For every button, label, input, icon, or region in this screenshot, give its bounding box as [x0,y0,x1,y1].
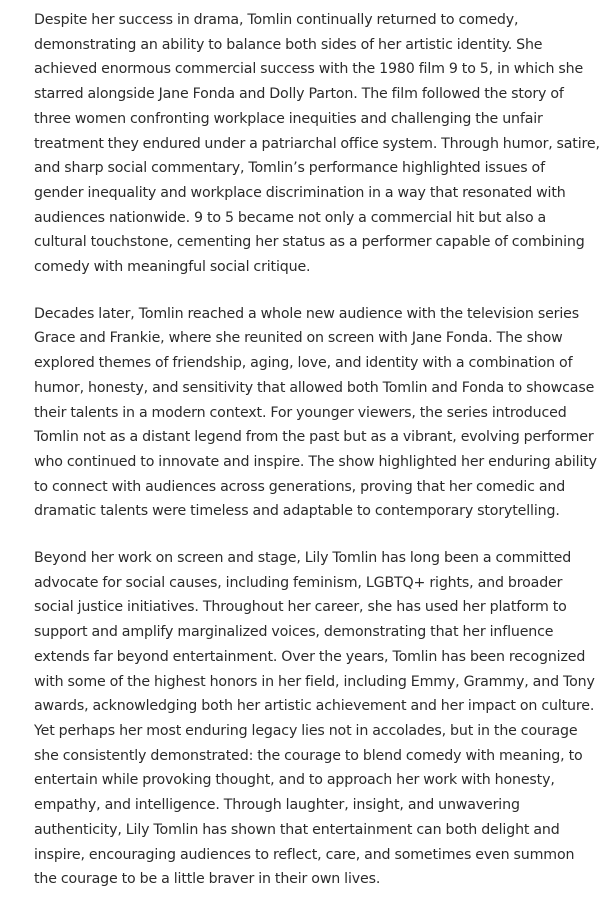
text-line: who continued to innovate and inspire. The show highlighted her enduring ability [34,453,597,470]
article-body [34,8,600,914]
text-line: Despite her success in drama, Tomlin continually returned to comedy, [34,12,519,28]
text-line: with some of the highest honors in her field, including Emmy, Grammy, and Tony [34,673,595,690]
text-line: advocate for social causes, including feminism, LGBTQ+ rights, and broader [34,574,563,591]
paragraph-advocacy-legacy [34,546,594,892]
text-line: dramatic talents were timeless and adaptable to contemporary storytelling. [34,503,560,520]
text-line: audiences nationwide. 9 to 5 became not only a commercial hit but also a [34,209,547,226]
text-line: entertain while provoking thought, and to approach her work with honesty, [34,772,555,789]
text-line: three women confronting workplace inequities and challenging the unfair [34,110,543,127]
text-line: achieved enormous commercial success with the 1980 film 9 to 5, in which she [34,61,584,78]
text-line: their talents in a modern context. For younger viewers, the series introduced [34,404,567,421]
text-line: Decades later, Tomlin reached a whole new audience with the television series [34,305,579,322]
text-line: explored themes of friendship, aging, love, and identity with a combination of [34,355,573,372]
text-line: support and amplify marginalized voices, demonstrating that her influence [34,624,554,641]
text-line: inspire, encouraging audiences to reflect, care, and sometimes even summon [34,846,575,863]
text-line: authenticity, Lily Tomlin has shown that entertainment can both delight and [34,821,560,838]
text-line: extends far beyond entertainment. Over the years, Tomlin has been recognized [34,648,586,665]
text-line: cultural touchstone, cementing her status as a performer capable of combining [34,234,585,251]
text-line: social justice initiatives. Throughout her career, she has used her platform to [34,599,567,616]
text-line: empathy, and intelligence. Through laughter, insight, and unwavering [34,797,520,814]
text-line: Tomlin not as a distant legend from the past but as a vibrant, evolving performer [34,429,594,446]
text-line: she consistently demonstrated: the courage to blend comedy with meaning, to [34,747,583,764]
text-line: Grace and Frankie, where she reunited on screen with Jane Fonda. The show [34,330,563,347]
text-line: gender inequality and workplace discrimination in a way that resonated with [34,184,566,201]
text-line: treatment they endured under a patriarchal office system. Through humor, satire, [34,135,600,152]
text-line: starred alongside Jane Fonda and Dolly Parton. The film followed the story of [34,86,564,103]
text-line: demonstrating an ability to balance both sides of her artistic identity. She [34,36,543,53]
text-line: Yet perhaps her most enduring legacy lies not in accolades, but in the courage [34,722,578,739]
text-line: awards, acknowledging both her artistic achievement and her impact on culture. [34,698,595,715]
text-line: Beyond her work on screen and stage, Lily Tomlin has long been a committed [34,550,572,567]
paragraph-grace-and-frankie [34,302,597,524]
paragraph-comedy-return [34,8,600,280]
text-line: comedy with meaningful social critique. [34,259,311,276]
text-line: the courage to be a little braver in their own lives. [34,871,381,888]
text-line: humor, honesty, and sensitivity that allowed both Tomlin and Fonda to showcase [34,379,595,396]
text-line: to connect with audiences across generations, proving that her comedic and [34,478,566,495]
text-line: and sharp social commentary, Tomlin’s performance highlighted issues of [34,160,545,177]
